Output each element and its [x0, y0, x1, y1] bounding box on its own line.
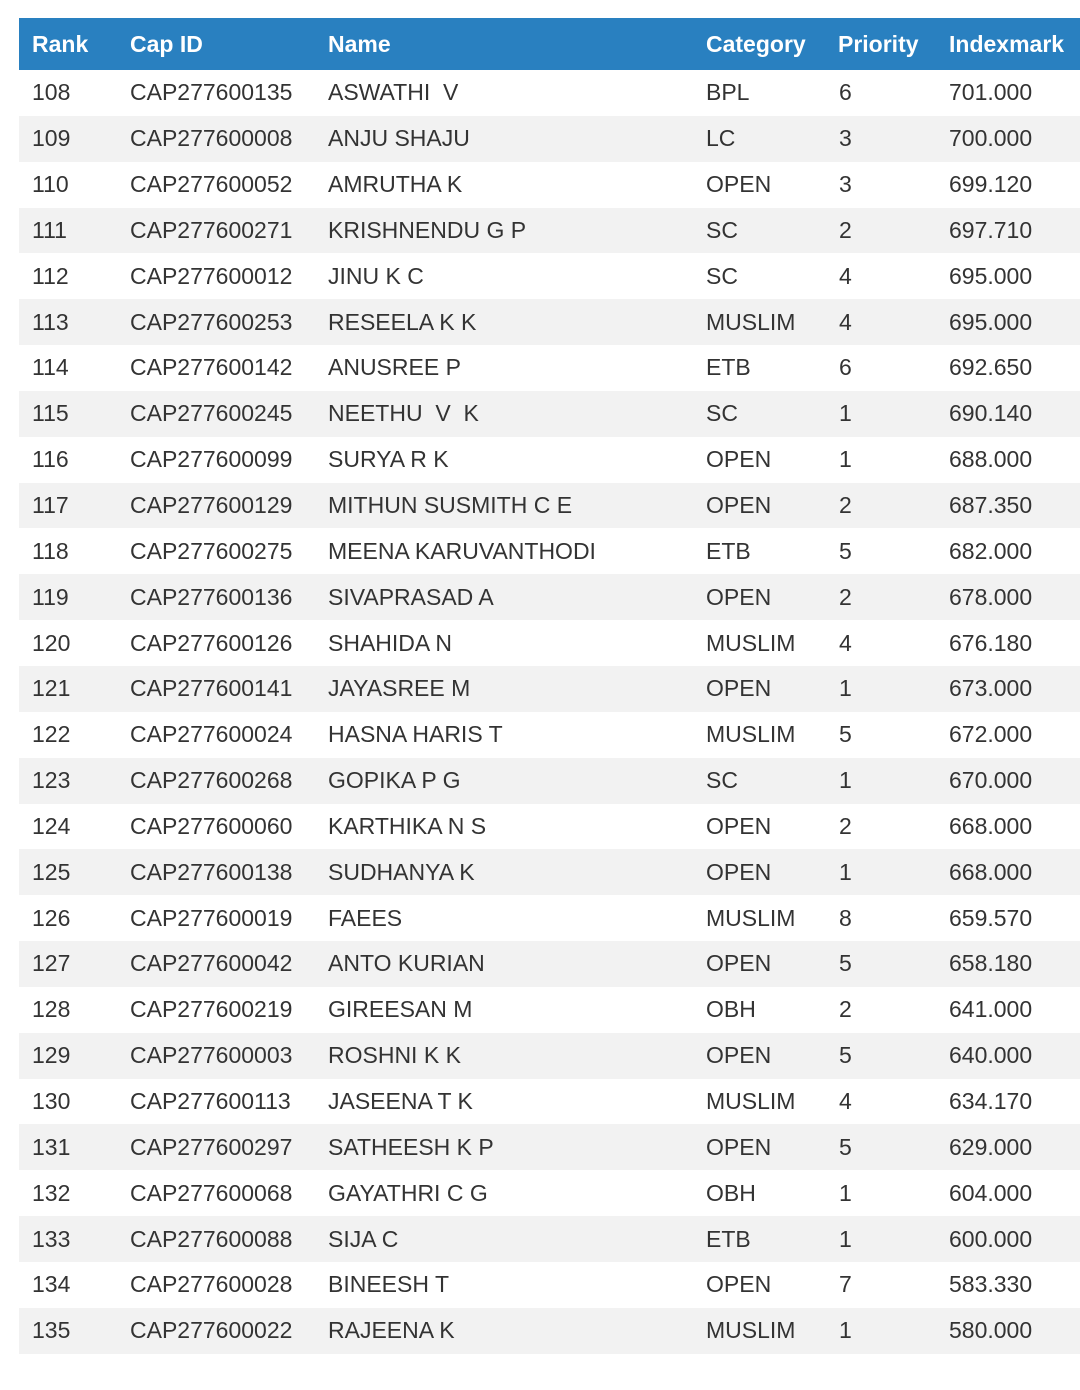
- cell-indexmark: 600.000: [949, 1225, 1033, 1252]
- cell-cap-id: CAP277600219: [130, 996, 293, 1023]
- cell-indexmark: 699.120: [949, 171, 1033, 198]
- table-row: [19, 1262, 1080, 1308]
- cell-indexmark: 583.330: [949, 1271, 1033, 1298]
- column-header-indexmark: Indexmark: [949, 30, 1065, 57]
- table-row: [19, 941, 1080, 987]
- cell-name: ROSHNI K K: [328, 1042, 461, 1069]
- table-row: [19, 620, 1080, 666]
- cell-priority: 2: [839, 583, 852, 610]
- cell-name: KARTHIKA N S: [328, 812, 487, 839]
- cell-rank: 126: [32, 904, 71, 931]
- cell-priority: 4: [839, 262, 852, 289]
- cell-category: OPEN: [706, 950, 772, 977]
- cell-priority: 8: [839, 904, 852, 931]
- table-row: [19, 528, 1080, 574]
- cell-name: GAYATHRI C G: [328, 1179, 488, 1206]
- cell-rank: 109: [32, 125, 71, 152]
- cell-name: BINEESH T: [328, 1271, 449, 1298]
- cell-cap-id: CAP277600268: [130, 767, 293, 794]
- cell-priority: 1: [839, 400, 852, 427]
- table-header-row: [19, 18, 1080, 70]
- cell-cap-id: CAP277600126: [130, 629, 293, 656]
- cell-priority: 3: [839, 171, 852, 198]
- table-row: [19, 483, 1080, 529]
- cell-indexmark: 629.000: [949, 1133, 1033, 1160]
- cell-priority: 2: [839, 492, 852, 519]
- cell-name: NEETHU V K: [328, 400, 479, 427]
- cell-cap-id: CAP277600271: [130, 216, 293, 243]
- cell-name: ANUSREE P: [328, 354, 461, 381]
- cell-category: MUSLIM: [706, 721, 796, 748]
- cell-cap-id: CAP277600012: [130, 262, 293, 289]
- cell-indexmark: 695.000: [949, 262, 1033, 289]
- cell-cap-id: CAP277600042: [130, 950, 293, 977]
- cell-priority: 1: [839, 1317, 852, 1344]
- cell-rank: 130: [32, 1087, 71, 1114]
- cell-category: SC: [706, 216, 738, 243]
- cell-cap-id: CAP277600129: [130, 492, 293, 519]
- cell-indexmark: 695.000: [949, 308, 1033, 335]
- cell-priority: 5: [839, 537, 852, 564]
- cell-rank: 132: [32, 1179, 71, 1206]
- cell-category: OBH: [706, 1179, 756, 1206]
- cell-category: OBH: [706, 996, 756, 1023]
- cell-category: BPL: [706, 79, 750, 106]
- cell-category: OPEN: [706, 858, 772, 885]
- cell-name: ANTO KURIAN: [328, 950, 485, 977]
- cell-cap-id: CAP277600253: [130, 308, 293, 335]
- cell-category: OPEN: [706, 1271, 772, 1298]
- cell-name: RAJEENA K: [328, 1317, 455, 1344]
- cell-priority: 1: [839, 858, 852, 885]
- cell-rank: 111: [32, 216, 67, 243]
- cell-priority: 1: [839, 1225, 852, 1252]
- column-header-cap-id: Cap ID: [130, 30, 203, 57]
- cell-rank: 116: [32, 446, 69, 473]
- cell-category: SC: [706, 767, 738, 794]
- cell-cap-id: CAP277600136: [130, 583, 293, 610]
- cell-cap-id: CAP277600022: [130, 1317, 293, 1344]
- cell-priority: 6: [839, 79, 852, 106]
- table-row: [19, 804, 1080, 850]
- cell-rank: 120: [32, 629, 71, 656]
- table-row: [19, 253, 1080, 299]
- table-row: [19, 849, 1080, 895]
- cell-rank: 129: [32, 1042, 71, 1069]
- cell-indexmark: 700.000: [949, 125, 1033, 152]
- cell-cap-id: CAP277600138: [130, 858, 293, 885]
- cell-name: AMRUTHA K: [328, 171, 463, 198]
- cell-cap-id: CAP277600003: [130, 1042, 293, 1069]
- cell-indexmark: 634.170: [949, 1087, 1033, 1114]
- table-row: [19, 1124, 1080, 1170]
- cell-priority: 4: [839, 629, 852, 656]
- cell-category: MUSLIM: [706, 1317, 796, 1344]
- cell-category: MUSLIM: [706, 904, 796, 931]
- cell-rank: 114: [32, 354, 69, 381]
- column-header-priority: Priority: [838, 30, 919, 57]
- table-row: [19, 666, 1080, 712]
- cell-indexmark: 692.650: [949, 354, 1033, 381]
- cell-indexmark: 687.350: [949, 492, 1033, 519]
- cell-category: ETB: [706, 1225, 751, 1252]
- cell-name: GOPIKA P G: [328, 767, 461, 794]
- cell-cap-id: CAP277600052: [130, 171, 293, 198]
- cell-rank: 108: [32, 79, 71, 106]
- cell-indexmark: 672.000: [949, 721, 1033, 748]
- cell-indexmark: 670.000: [949, 767, 1033, 794]
- cell-priority: 1: [839, 675, 852, 702]
- cell-category: OPEN: [706, 171, 772, 198]
- table-row: [19, 758, 1080, 804]
- cell-cap-id: CAP277600113: [130, 1087, 291, 1114]
- cell-name: RESEELA K K: [328, 308, 477, 335]
- cell-name: SATHEESH K P: [328, 1133, 494, 1160]
- table-row: [19, 1033, 1080, 1079]
- table-body: [19, 70, 1080, 1354]
- cell-priority: 3: [839, 125, 852, 152]
- cell-indexmark: 682.000: [949, 537, 1033, 564]
- table-row: [19, 345, 1080, 391]
- column-header-category: Category: [706, 30, 806, 57]
- cell-priority: 1: [839, 767, 852, 794]
- cell-cap-id: CAP277600275: [130, 537, 293, 564]
- cell-cap-id: CAP277600135: [130, 79, 293, 106]
- cell-rank: 119: [32, 583, 69, 610]
- cell-indexmark: 668.000: [949, 812, 1033, 839]
- cell-rank: 125: [32, 858, 71, 885]
- cell-category: SC: [706, 262, 738, 289]
- cell-priority: 4: [839, 308, 852, 335]
- table-row: [19, 208, 1080, 254]
- cell-priority: 5: [839, 1042, 852, 1069]
- cell-indexmark: 668.000: [949, 858, 1033, 885]
- rank-list-table: [19, 18, 1080, 1354]
- cell-cap-id: CAP277600297: [130, 1133, 293, 1160]
- cell-indexmark: 673.000: [949, 675, 1033, 702]
- cell-cap-id: CAP277600141: [130, 675, 293, 702]
- table-row: [19, 162, 1080, 208]
- cell-indexmark: 688.000: [949, 446, 1033, 473]
- cell-rank: 115: [32, 400, 69, 427]
- cell-name: JINU K C: [328, 262, 424, 289]
- cell-indexmark: 701.000: [949, 79, 1033, 106]
- cell-cap-id: CAP277600024: [130, 721, 293, 748]
- cell-name: MITHUN SUSMITH C E: [328, 492, 573, 519]
- cell-category: OPEN: [706, 583, 772, 610]
- cell-cap-id: CAP277600142: [130, 354, 293, 381]
- cell-priority: 5: [839, 950, 852, 977]
- cell-rank: 133: [32, 1225, 71, 1252]
- cell-priority: 2: [839, 996, 852, 1023]
- cell-name: SUDHANYA K: [328, 858, 475, 885]
- cell-rank: 117: [32, 492, 69, 519]
- cell-cap-id: CAP277600068: [130, 1179, 293, 1206]
- table-row: [19, 574, 1080, 620]
- cell-rank: 124: [32, 812, 71, 839]
- cell-indexmark: 697.710: [949, 216, 1033, 243]
- cell-priority: 2: [839, 812, 852, 839]
- table-row: [19, 1216, 1080, 1262]
- cell-rank: 134: [32, 1271, 71, 1298]
- table-row: [19, 1308, 1080, 1354]
- cell-cap-id: CAP277600060: [130, 812, 293, 839]
- cell-category: OPEN: [706, 446, 772, 473]
- cell-category: OPEN: [706, 675, 772, 702]
- cell-name: JASEENA T K: [328, 1087, 473, 1114]
- cell-category: OPEN: [706, 1133, 772, 1160]
- cell-indexmark: 676.180: [949, 629, 1033, 656]
- cell-category: SC: [706, 400, 738, 427]
- cell-category: OPEN: [706, 1042, 772, 1069]
- cell-category: MUSLIM: [706, 1087, 796, 1114]
- cell-name: MEENA KARUVANTHODI: [328, 537, 596, 564]
- table-row: [19, 116, 1080, 162]
- cell-priority: 7: [839, 1271, 852, 1298]
- cell-rank: 121: [32, 675, 71, 702]
- cell-name: SIVAPRASAD A: [328, 583, 494, 610]
- cell-category: OPEN: [706, 812, 772, 839]
- cell-rank: 112: [32, 262, 69, 289]
- column-header-rank: Rank: [32, 30, 89, 57]
- cell-category: ETB: [706, 537, 751, 564]
- table-row: [19, 299, 1080, 345]
- cell-name: ASWATHI V: [328, 79, 459, 106]
- cell-indexmark: 690.140: [949, 400, 1033, 427]
- cell-rank: 128: [32, 996, 71, 1023]
- table-row: [19, 70, 1080, 116]
- cell-priority: 2: [839, 216, 852, 243]
- cell-rank: 127: [32, 950, 71, 977]
- cell-name: JAYASREE M: [328, 675, 471, 702]
- cell-name: GIREESAN M: [328, 996, 473, 1023]
- cell-name: FAEES: [328, 904, 403, 931]
- cell-name: KRISHNENDU G P: [328, 216, 527, 243]
- cell-indexmark: 678.000: [949, 583, 1033, 610]
- cell-cap-id: CAP277600099: [130, 446, 293, 473]
- cell-priority: 6: [839, 354, 852, 381]
- column-header-name: Name: [328, 30, 391, 57]
- cell-category: ETB: [706, 354, 751, 381]
- cell-rank: 122: [32, 721, 71, 748]
- cell-name: SIJA C: [328, 1225, 399, 1252]
- cell-priority: 5: [839, 721, 852, 748]
- cell-category: MUSLIM: [706, 629, 796, 656]
- cell-cap-id: CAP277600245: [130, 400, 293, 427]
- cell-name: ANJU SHAJU: [328, 125, 470, 152]
- cell-cap-id: CAP277600088: [130, 1225, 293, 1252]
- cell-indexmark: 604.000: [949, 1179, 1033, 1206]
- cell-cap-id: CAP277600028: [130, 1271, 293, 1298]
- table-row: [19, 987, 1080, 1033]
- table-row: [19, 1079, 1080, 1125]
- cell-cap-id: CAP277600019: [130, 904, 293, 931]
- cell-indexmark: 640.000: [949, 1042, 1033, 1069]
- cell-indexmark: 659.570: [949, 904, 1033, 931]
- table-row: [19, 895, 1080, 941]
- table-row: [19, 1170, 1080, 1216]
- cell-rank: 118: [32, 537, 69, 564]
- cell-name: SURYA R K: [328, 446, 449, 473]
- cell-priority: 4: [839, 1087, 852, 1114]
- table-row: [19, 437, 1080, 483]
- cell-indexmark: 641.000: [949, 996, 1033, 1023]
- cell-priority: 1: [839, 1179, 852, 1206]
- cell-name: SHAHIDA N: [328, 629, 452, 656]
- table-row: [19, 712, 1080, 758]
- rank-list-table-container: [19, 18, 1080, 1354]
- cell-rank: 123: [32, 767, 71, 794]
- cell-name: HASNA HARIS T: [328, 721, 503, 748]
- cell-indexmark: 580.000: [949, 1317, 1033, 1344]
- cell-category: MUSLIM: [706, 308, 796, 335]
- cell-cap-id: CAP277600008: [130, 125, 293, 152]
- cell-rank: 131: [32, 1133, 71, 1160]
- cell-priority: 1: [839, 446, 852, 473]
- cell-category: LC: [706, 125, 736, 152]
- cell-priority: 5: [839, 1133, 852, 1160]
- cell-rank: 110: [32, 171, 69, 198]
- cell-rank: 135: [32, 1317, 71, 1344]
- cell-rank: 113: [32, 308, 69, 335]
- cell-category: OPEN: [706, 492, 772, 519]
- table-row: [19, 391, 1080, 437]
- cell-indexmark: 658.180: [949, 950, 1033, 977]
